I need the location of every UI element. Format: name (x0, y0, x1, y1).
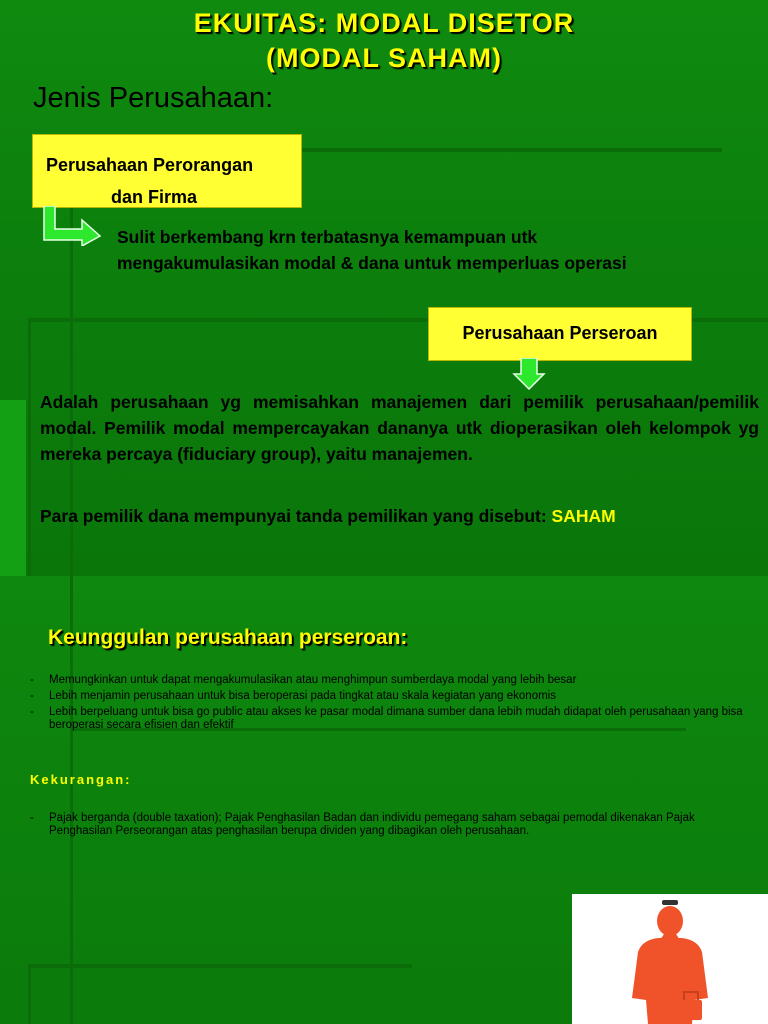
decor-line (28, 318, 31, 576)
box-perusahaan-perorangan (32, 134, 302, 208)
title-line-1: EKUITAS: MODAL DISETOR (193, 8, 575, 38)
ownership-highlight: SAHAM (551, 506, 616, 526)
box-label-line-2: dan Firma (111, 187, 198, 207)
ownership-label: Para pemilik dana mempunyai tanda pemilikan yang disebut: (40, 506, 552, 526)
subtitle: Jenis Perusahaan: (33, 82, 274, 114)
list-item: - Pajak berganda (double taxation); Pajak Penghasilan Badan dan individu pemegang saham sebagai pemodal dikenakan Pajak Penghasilan Perseorangan atas penghasilan berupa dividen yang dibagikan oleh perusahaan. (30, 812, 760, 838)
down-arrow-icon (512, 358, 546, 390)
bent-arrow-icon (40, 206, 104, 246)
ownership-text (40, 506, 760, 527)
businessman-figure-icon (572, 894, 768, 1024)
box-label: Perusahaan Perseroan (462, 323, 658, 343)
slide-2 (0, 576, 768, 1024)
advantages-heading: Keunggulan perusahaan perseroan: (48, 626, 408, 649)
slide-title (0, 6, 768, 76)
businessman-figure (572, 894, 768, 1024)
perorangan-description (117, 224, 757, 276)
box-perusahaan-perseroan (428, 307, 692, 361)
decor-bar (0, 400, 26, 576)
box-label-line-1: Perusahaan Perorangan (46, 155, 254, 175)
description-line-1: Sulit berkembang krn terbatasnya kemampuan utk (117, 227, 538, 247)
decor-line (28, 964, 31, 1024)
advantages-list (30, 674, 760, 735)
list-item: - Lebih menjamin perusahaan untuk bisa beroperasi pada tingkat atau skala kegiatan yang ekonomis (30, 690, 760, 703)
description-line-2: mengakumulasikan modal & dana untuk memperluas operasi (117, 253, 627, 273)
disadvantages-list (30, 812, 760, 841)
disadvantages-heading: Kekurangan: (30, 772, 132, 787)
decor-line (28, 964, 412, 968)
list-item: - Lebih berpeluang untuk bisa go public atau akses ke pasar modal dimana sumber dana lebih mudah didapat oleh perusahaan yang bisa beroperasi secara efisien dan efektif (30, 706, 760, 732)
title-line-2: (MODAL SAHAM) (266, 43, 502, 73)
list-item: - Memungkinkan untuk dapat mengakumulasikan atau menghimpun sumberdaya modal yang lebih besar (30, 674, 760, 687)
perseroan-definition: Adalah perusahaan yg memisahkan manajemen dari pemilik perusahaan/pemilik modal. Pemilik modal mempercayakan dananya utk dioperasikan oleh kelompok yg mereka percaya (fiduciary group), yaitu manajemen. (40, 392, 759, 464)
